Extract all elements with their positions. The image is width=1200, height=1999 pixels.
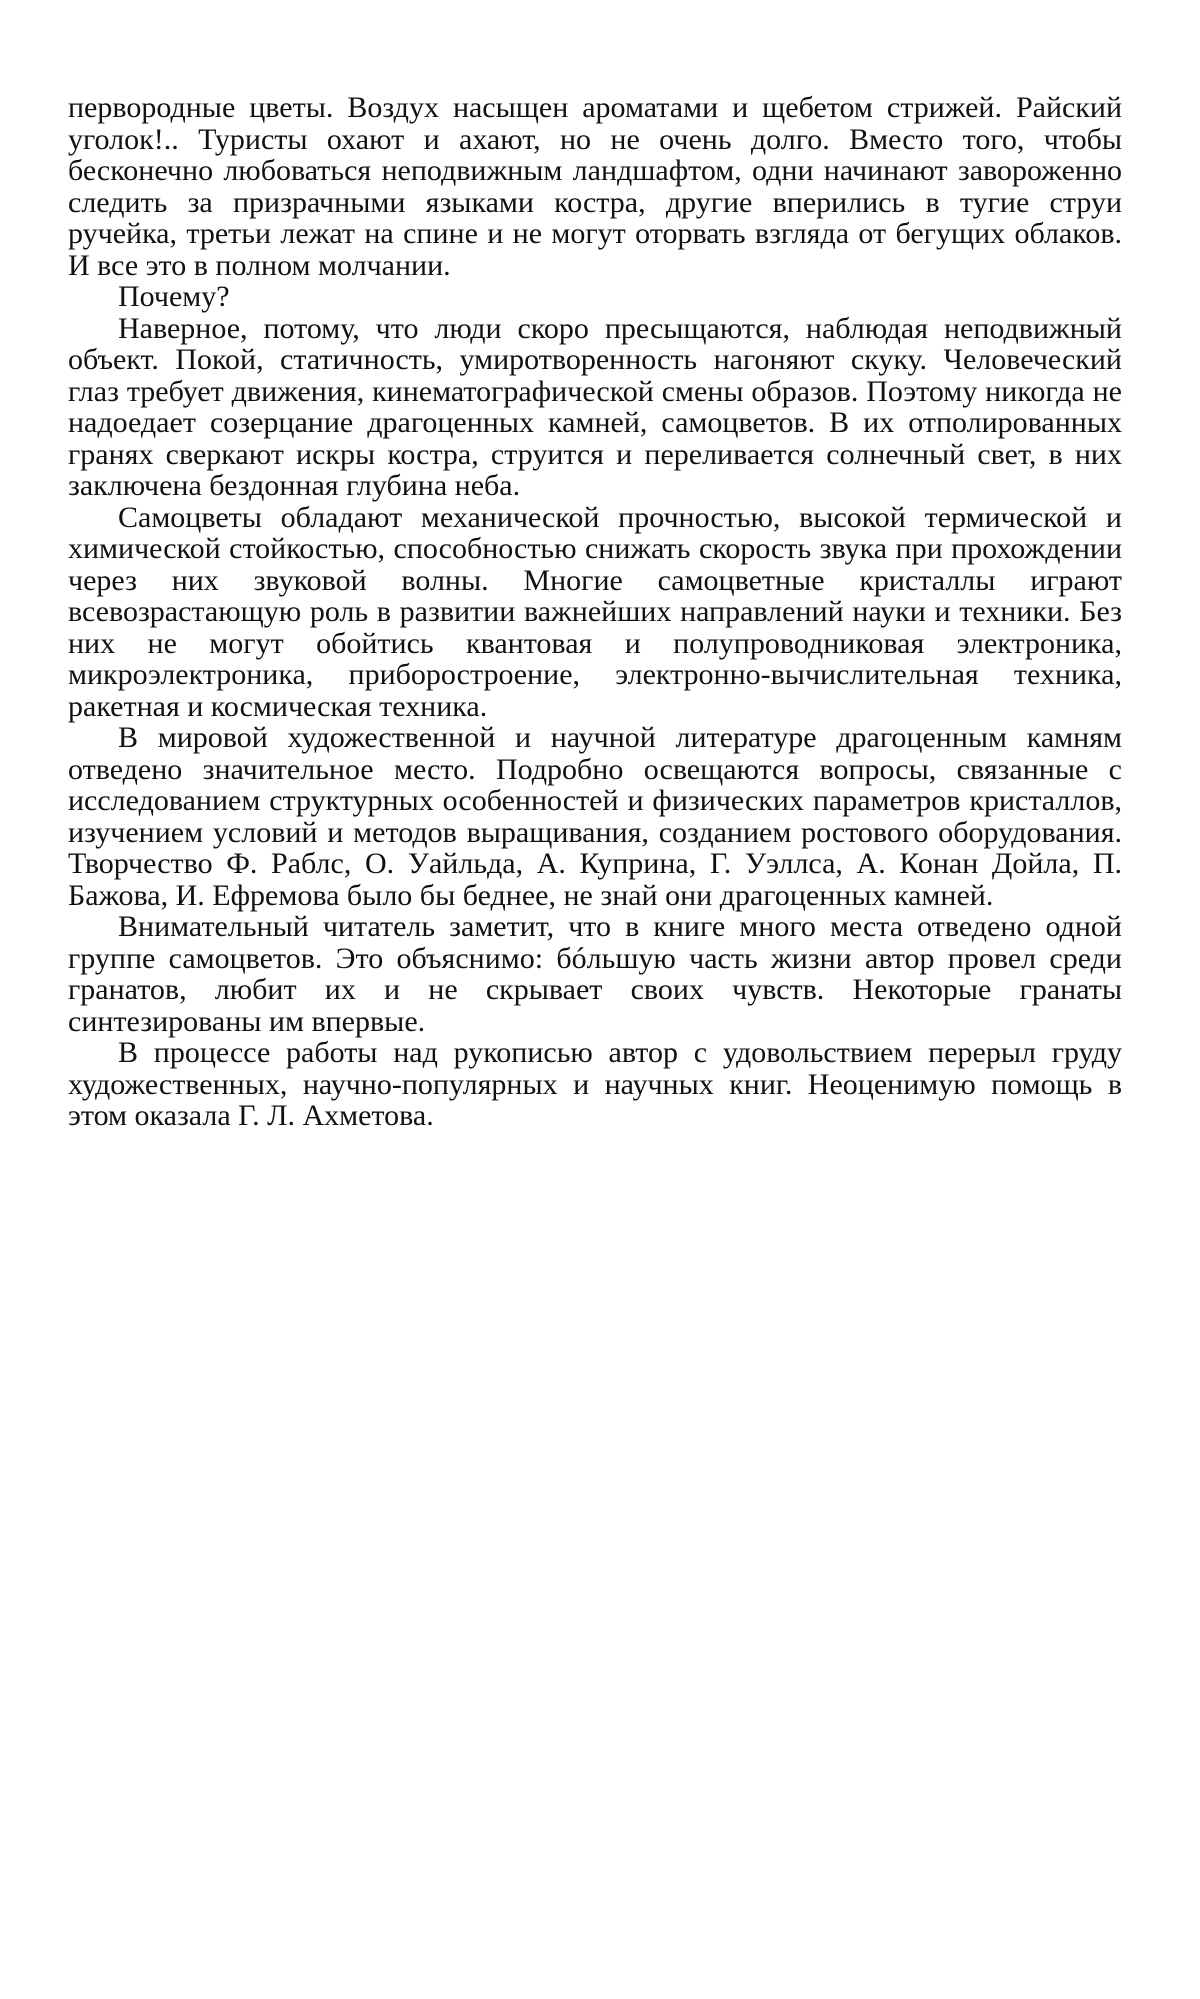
paragraph-literature: В мировой художественной и научной литературе драгоценным камням отведено значительное место. Подробно освещаются вопросы, связанные с исследованием структурных особенностей и физических параметров кристаллов, изучением условий и методов выращивания, созданием ростового оборудования. Творчество Ф. Раблс, О. Уайльда, А. Куприна, Г. Уэллса, А. Конан Дойла, П. Бажова, И. Ефремова было бы беднее, не знай они драгоценных камней. bbox=[68, 721, 1122, 912]
paragraph-continuation: первородные цветы. Воздух насыщен ароматами и щебетом стрижей. Райский уголок!.. Туристы охают и ахают, но не очень долго. Вместо того, чтобы бесконечно любоваться неподвижным ландшафтом, одни начинают завороженно следить за призрачными языками костра, другие вперились в тугие струи ручейка, третьи лежат на спине и не могут оторвать взгляда от бегущих облаков. И все это в полном молчании. bbox=[68, 91, 1122, 282]
paragraph-properties: Самоцветы обладают механической прочностью, высокой термической и химической стойкостью, способностью снижать скорость звука при прохождении через них звуковой волны. Многие самоцветные кристаллы играют всевозрастающую роль в развитии важнейших направлений науки и техники. Без них не могут обойтись квантовая и полупроводниковая электроника, микроэлектроника, приборостроение, электронно-вычислительная техника, ракетная и космическая техника. bbox=[68, 500, 1122, 723]
paragraph-acknowledgement: В процессе работы над рукописью автор с удовольствием перерыл груду художественных, научно-популярных и научных книг. Неоценимую помощь в этом оказала Г. Л. Ахметова. bbox=[68, 1036, 1122, 1132]
paragraph-garnets: Внимательный читатель заметит, что в книге много места отведено одной группе самоцветов. Это объяснимо: бóльшую часть жизни автор провел среди гранатов, любит их и не скрывает своих чувств. Некоторые гранаты синтезированы им впервые. bbox=[68, 910, 1122, 1038]
paragraph-observation: Наверное, потому, что люди скоро пресыщаются, наблюдая неподвижный объект. Покой, статичность, умиротворенность нагоняют скуку. Человеческий глаз требует движения, кинематографической смены образов. Поэтому никогда не надоедает созерцание драгоценных камней, самоцветов. В их отполированных гранях сверкают искры костра, струится и переливается солнечный свет, в них заключена бездонная глубина неба. bbox=[68, 311, 1122, 502]
paragraph-question: Почему? bbox=[118, 280, 230, 313]
page-text-block bbox=[68, 92, 1122, 1132]
